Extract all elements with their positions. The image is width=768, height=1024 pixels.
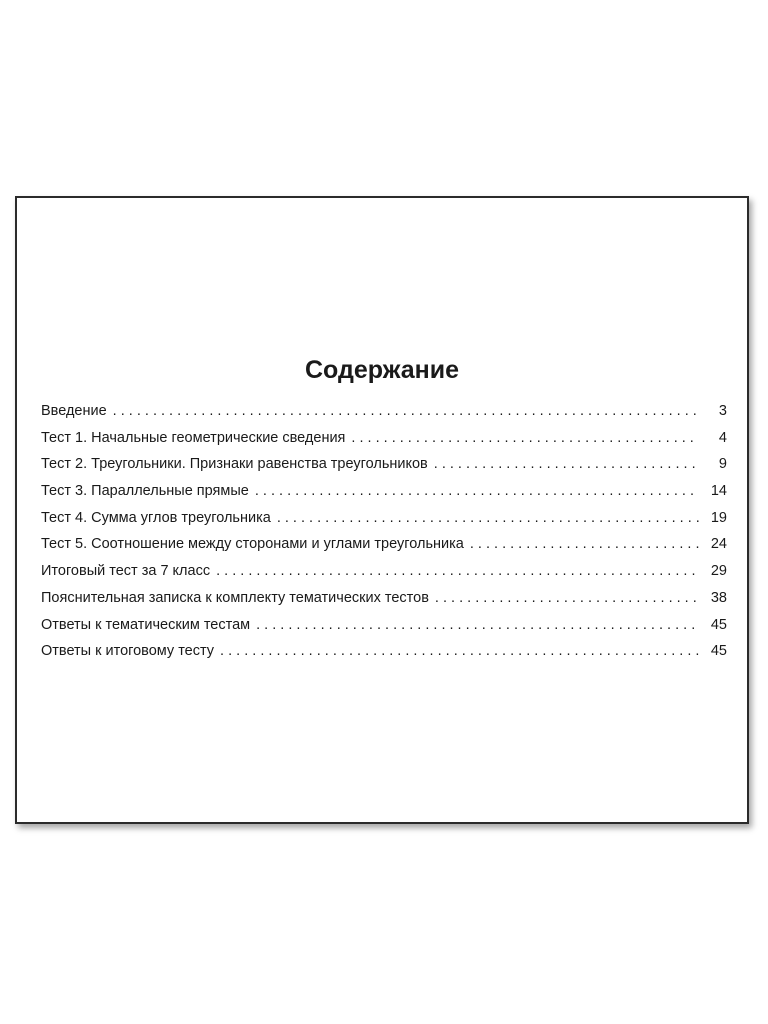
toc-entry [41,456,727,483]
toc-entry-label: Ответы к итоговому тесту [41,643,215,660]
toc-entry-label: Тест 2. Треугольники. Признаки равенства треугольников [41,456,428,473]
toc-leader-dots [220,643,699,659]
toc-entry-page: 45 [710,616,727,633]
toc-entry [41,403,727,430]
toc-leader-dots [470,536,699,552]
toc-leader-dots [216,563,699,579]
toc-list [41,403,727,670]
toc-entry-page: 4 [718,429,727,446]
toc-leader-dots [277,510,699,526]
toc-entry [41,483,727,510]
toc-entry-page: 29 [710,563,727,580]
toc-entry [41,536,727,563]
toc-entry-page: 38 [710,589,727,606]
toc-entry-label: Введение [41,403,107,419]
toc-entry-page: 9 [718,456,727,473]
toc-leader-dots [256,617,699,633]
toc-entry-label: Тест 4. Сумма углов треугольника [41,509,271,526]
toc-leader-dots [351,430,699,446]
toc-entry [41,590,727,617]
toc-leader-dots [113,403,699,419]
toc-entry-page: 45 [710,643,727,660]
toc-entry-page: 19 [710,509,727,526]
toc-entry-label: Ответы к тематическим тестам [41,616,251,633]
toc-entry [41,643,727,670]
toc-entry [41,563,727,590]
toc-entry-label: Тест 5. Соотношение между сторонами и углами треугольника [41,536,464,553]
toc-entry-label: Тест 3. Параллельные прямые [41,483,249,500]
toc-entry-label: Тест 1. Начальные геометрические сведения [41,429,346,446]
toc-entry [41,617,727,644]
toc-leader-dots [255,483,699,499]
document-page [15,196,749,824]
toc-entry-page: 24 [710,536,727,553]
toc-title: Содержание [304,356,460,384]
toc-leader-dots [435,590,699,606]
toc-entry [41,430,727,457]
toc-entry [41,510,727,537]
toc-entry-page: 3 [718,403,727,419]
toc-leader-dots [434,456,699,472]
toc-entry-label: Итоговый тест за 7 класс [41,563,211,580]
toc-entry-label: Пояснительная записка к комплекту тематических тестов [41,589,429,606]
toc-entry-page: 14 [710,483,727,500]
